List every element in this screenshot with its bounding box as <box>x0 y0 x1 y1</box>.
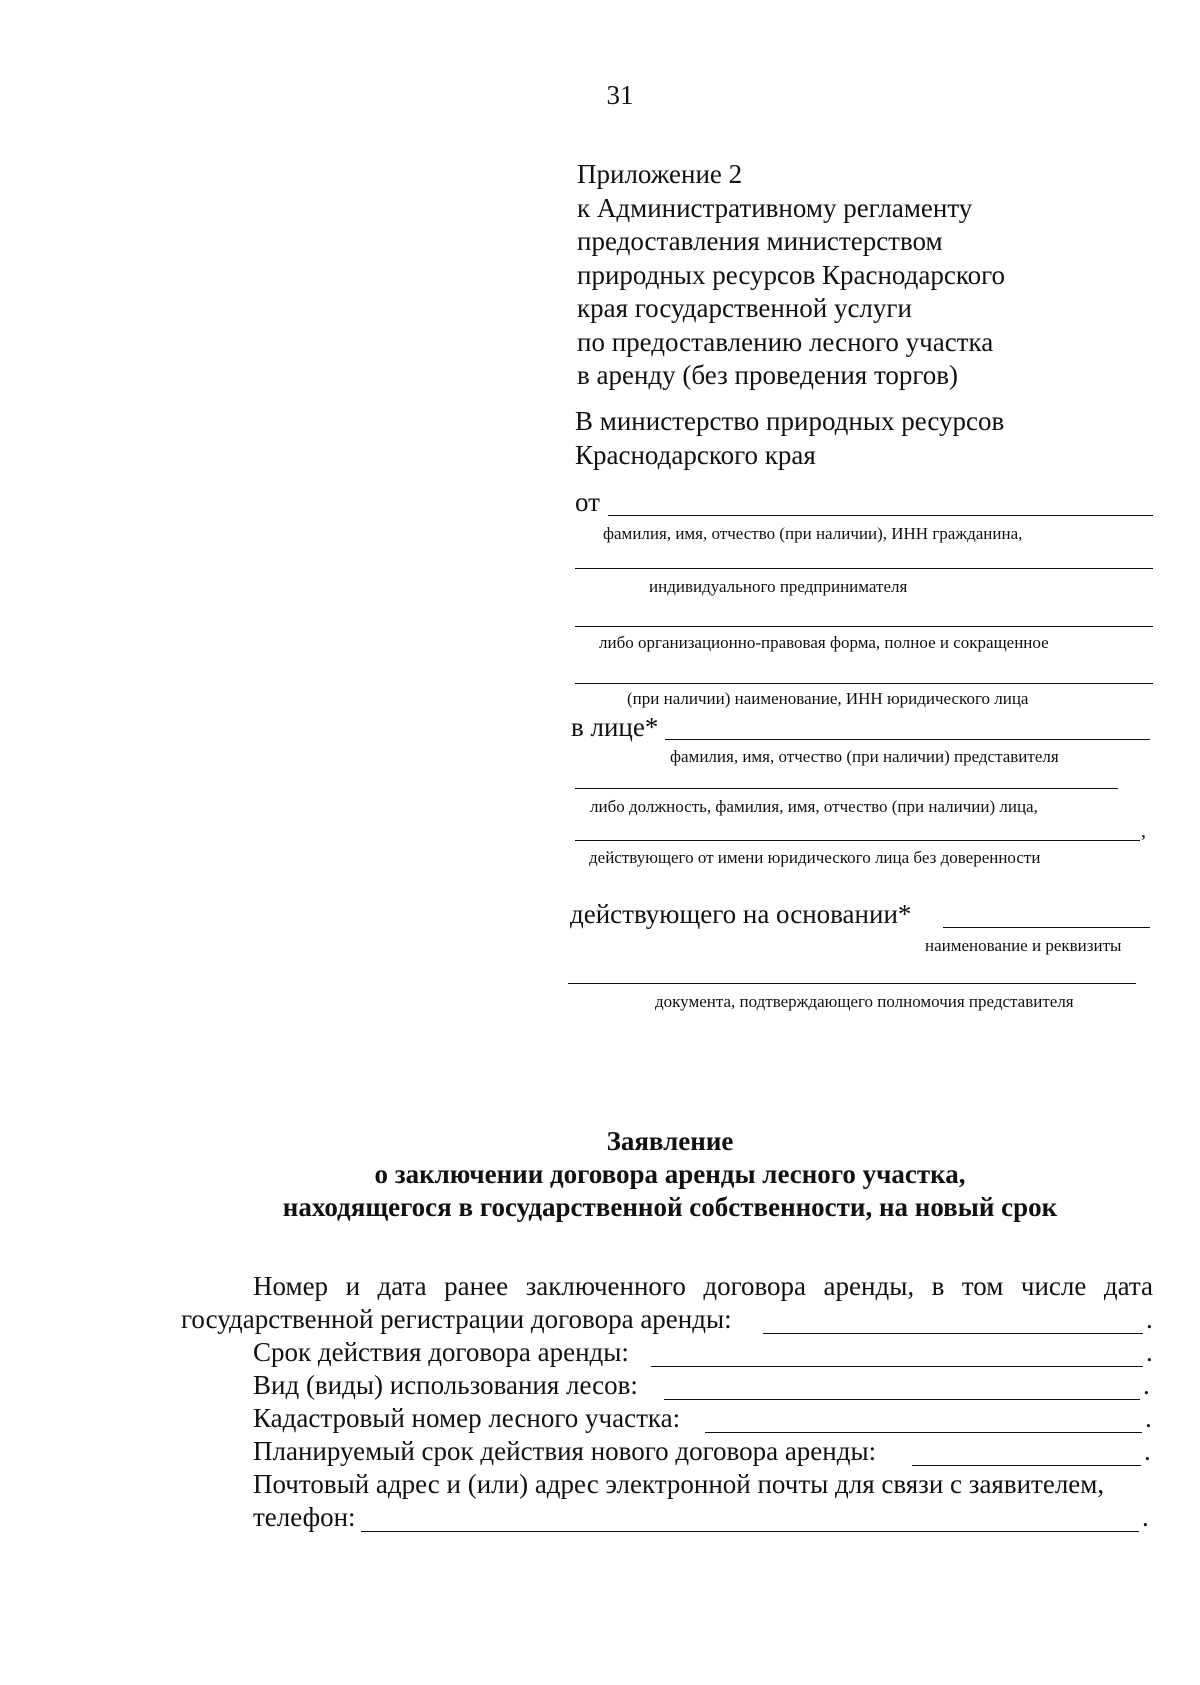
cadastral-field[interactable] <box>705 1432 1142 1433</box>
appendix-line: по предоставлению лесного участка <box>577 326 994 357</box>
contact-label-1: Почтовый адрес и (или) адрес электронной почты для связи с заявителем, <box>253 1469 1105 1499</box>
basis-caption-2: документа, подтверждающего полномочия представителя <box>655 992 1074 1011</box>
contact-field[interactable] <box>361 1531 1139 1532</box>
appendix-header <box>577 158 1005 393</box>
applicant-caption-3: либо организационно-правовая форма, полное и сокращенное <box>599 633 1049 652</box>
applicant-caption-2: индивидуального предпринимателя <box>649 577 908 596</box>
basis-caption-1: наименование и реквизиты <box>925 936 1122 955</box>
representative-label: в лице* <box>571 712 659 742</box>
representative-field[interactable] <box>665 739 1150 740</box>
term-field[interactable] <box>651 1366 1143 1367</box>
period: . <box>1143 1370 1150 1400</box>
planned-term-label: Планируемый срок действия нового договора аренды: <box>253 1436 877 1466</box>
title-line: Заявление <box>606 1126 734 1156</box>
applicant-caption-4: (при наличии) наименование, ИНН юридического лица <box>627 689 1029 708</box>
representative-comma: , <box>1141 820 1146 842</box>
document-title <box>0 1125 1200 1224</box>
title-line: находящегося в государственной собственности, на новый срок <box>282 1192 1058 1222</box>
appendix-line: края государственной услуги <box>577 293 912 323</box>
contract-number-text-2: государственной регистрации договора аренды: <box>181 1304 732 1334</box>
appendix-line: в аренду (без проведения торгов) <box>577 360 959 390</box>
representative-caption-1: фамилия, имя, отчество (при наличии) представителя <box>670 747 1059 766</box>
period: . <box>1146 1337 1153 1367</box>
from-label: от <box>575 487 600 517</box>
representative-caption-3: действующего от имени юридического лица без доверенности <box>589 848 1041 867</box>
appendix-line: природных ресурсов Краснодарского <box>577 259 1005 290</box>
appendix-line: Приложение 2 <box>577 159 743 189</box>
term-label: Срок действия договора аренды: <box>253 1337 629 1367</box>
forest-use-field[interactable] <box>664 1399 1140 1400</box>
cadastral-label: Кадастровый номер лесного участка: <box>253 1403 681 1433</box>
appendix-line: предоставления министерством <box>577 226 943 256</box>
applicant-caption-1: фамилия, имя, отчество (при наличии), ИНН гражданина, <box>603 524 1023 543</box>
basis-label: действующего на основании* <box>570 899 912 929</box>
basis-field-2[interactable] <box>568 983 1136 984</box>
contract-number-text-1: Номер и дата ранее заключенного договора аренды, в том числе дата <box>253 1271 1153 1301</box>
representative-field-2[interactable] <box>575 788 1118 789</box>
period: . <box>1146 1304 1153 1334</box>
basis-field[interactable] <box>943 927 1150 928</box>
applicant-name-field[interactable] <box>608 515 1153 516</box>
forest-use-label: Вид (виды) использования лесов: <box>253 1370 638 1400</box>
addressee-line: В министерство природных ресурсов <box>575 406 1005 436</box>
applicant-field-2[interactable] <box>575 568 1153 569</box>
applicant-field-4[interactable] <box>575 683 1153 684</box>
period: . <box>1144 1436 1151 1466</box>
addressee <box>575 405 1004 472</box>
period: . <box>1145 1403 1152 1433</box>
contract-number-field[interactable] <box>763 1333 1143 1334</box>
planned-term-field[interactable] <box>912 1465 1141 1466</box>
representative-field-3[interactable] <box>575 840 1140 841</box>
applicant-field-3[interactable] <box>575 626 1153 627</box>
page-number: 31 <box>606 80 634 110</box>
period: . <box>1142 1502 1149 1532</box>
title-line: о заключении договора аренды лесного участка, <box>374 1159 966 1189</box>
appendix-line: к Административному регламенту <box>577 192 973 223</box>
addressee-line: Краснодарского края <box>575 439 816 470</box>
contact-label-2: телефон: <box>253 1502 356 1532</box>
representative-caption-2: либо должность, фамилия, имя, отчество (при наличии) лица, <box>590 797 1038 816</box>
